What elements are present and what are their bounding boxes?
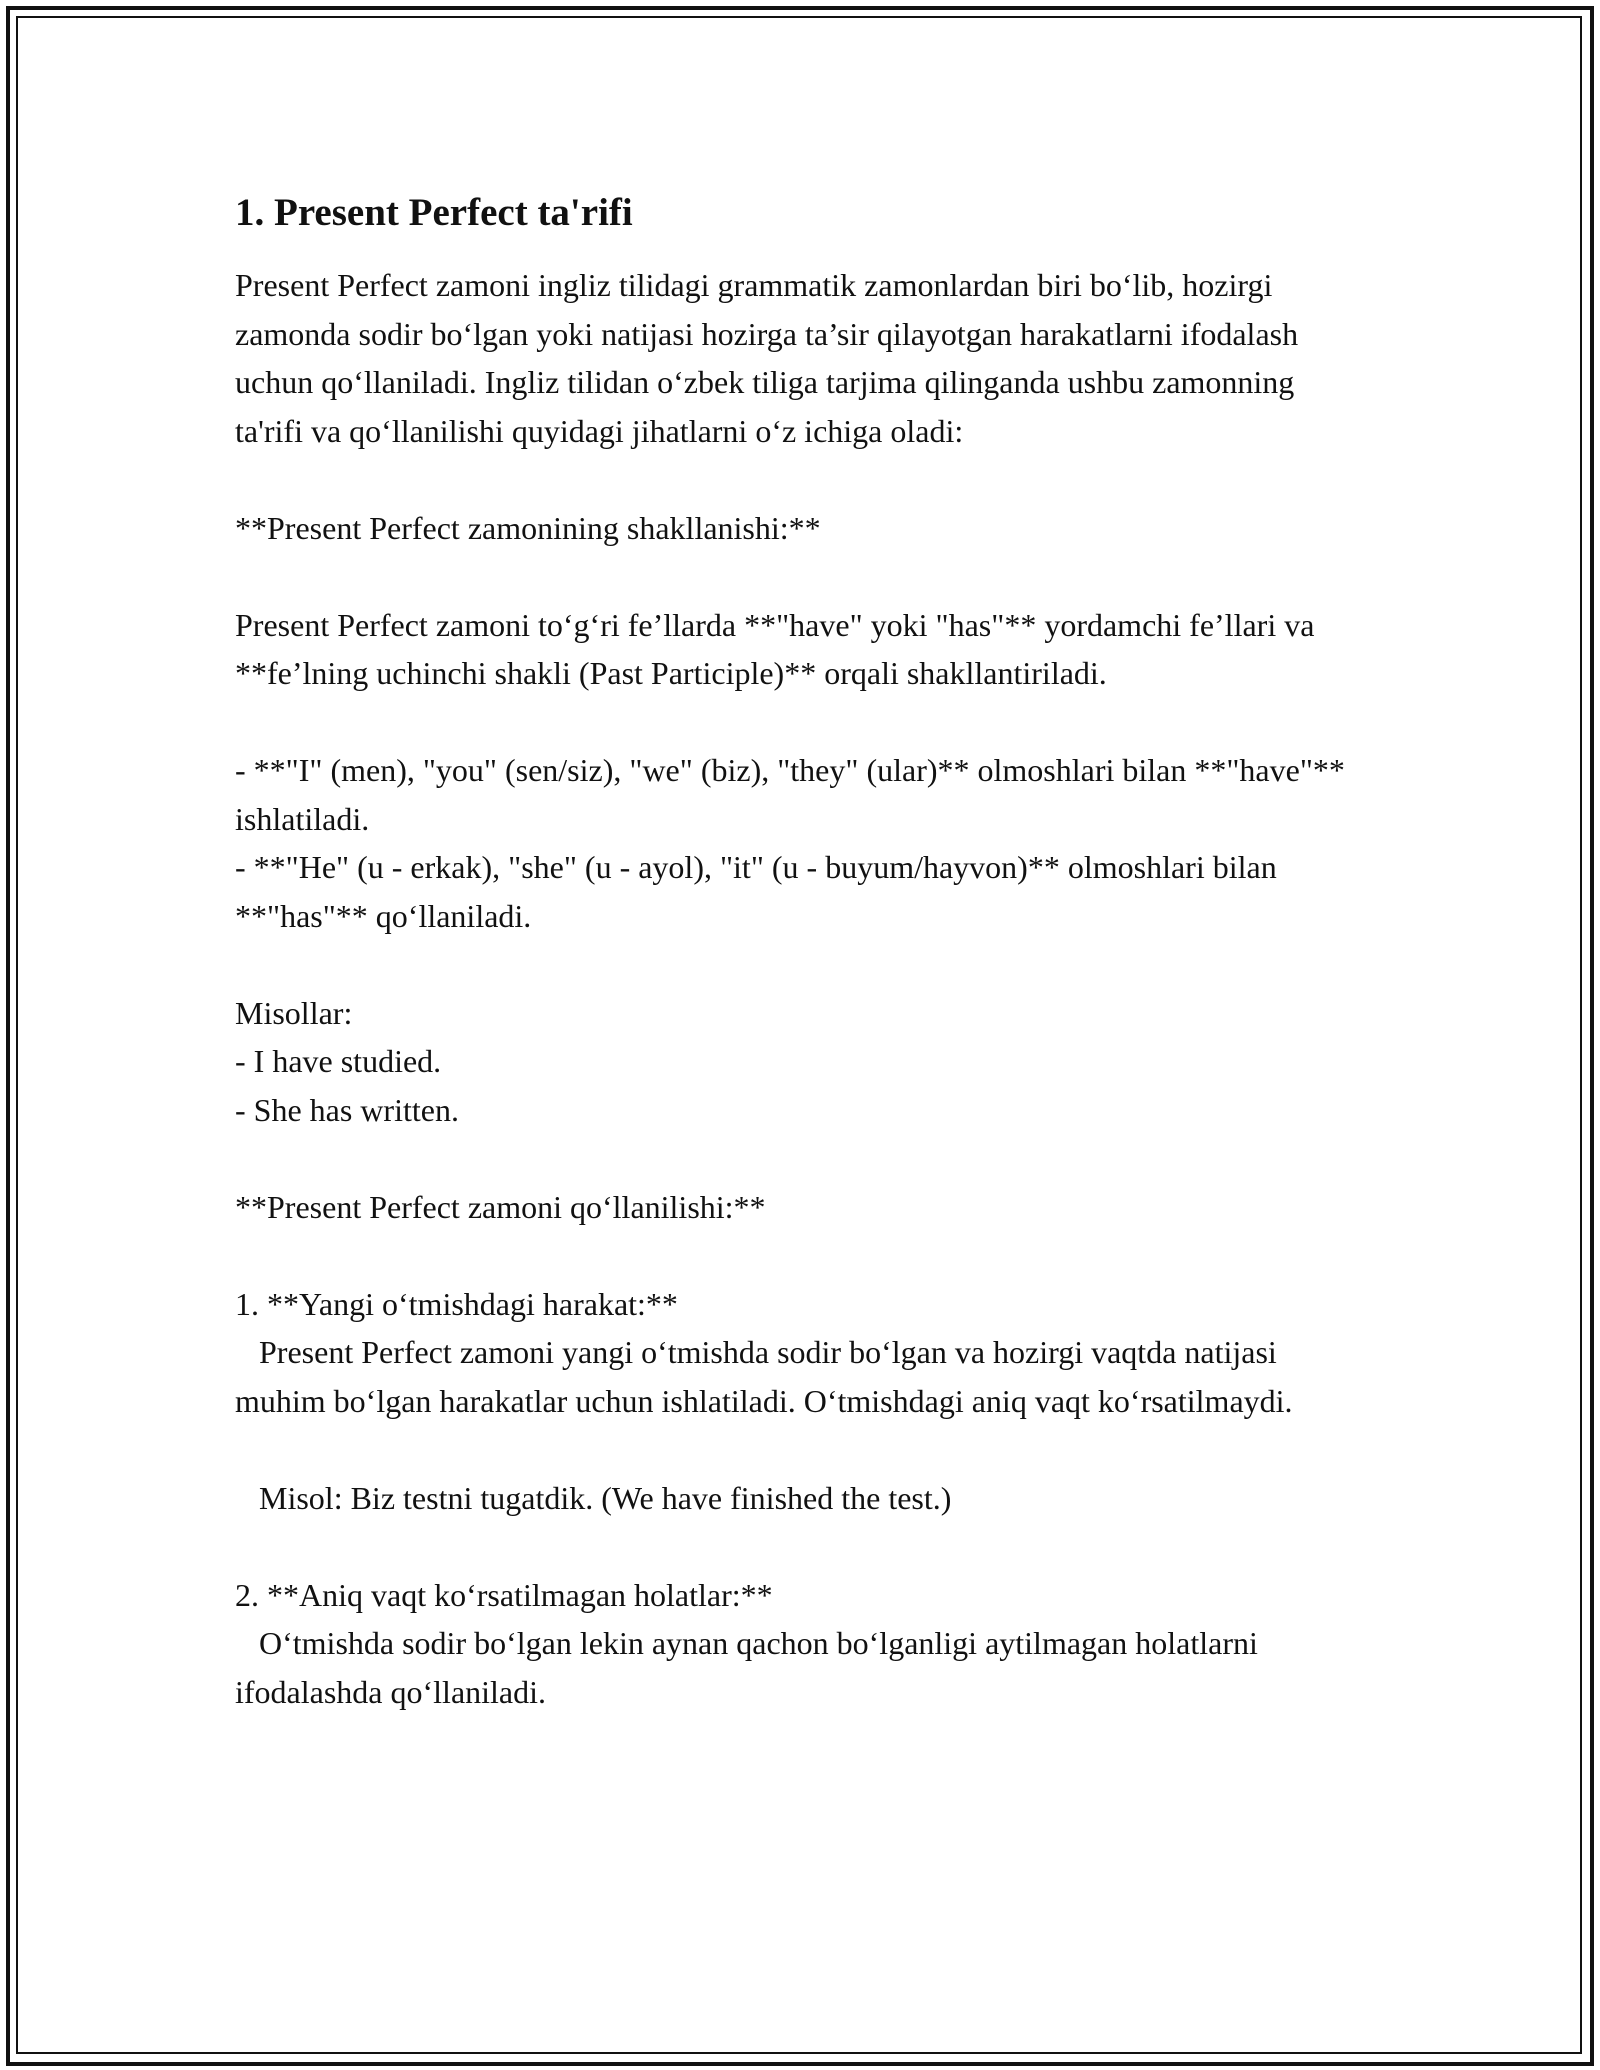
formation-paragraph: Present Perfect zamoni to‘g‘ri fe’llarda **"have" yoki "has"** yordamchi fe’llari va **fe’lning uchinchi shakli (Past Participle)** orqali shakllantiriladi. <box>235 606 1323 691</box>
intro-paragraph: Present Perfect zamoni ingliz tilidagi grammatik zamonlardan biri bo‘lib, hozirgi zamonda sodir bo‘lgan yoki natijasi hozirga ta’sir qilayotgan harakatlarni ifodalash uchun qo‘llaniladi. Ingliz tilidan o‘zbek tiliga tarjima qilinganda ushbu zamonning ta'rifi va qo‘llanilishi quyidagi jihatlarni o‘z ichiga oladi: <box>235 267 1307 449</box>
paragraph-gap <box>235 940 1365 989</box>
formation-heading: **Present Perfect zamonining shakllanishi:** <box>235 509 821 546</box>
usage-item-1-example: Misol: Biz testni tugatdik. (We have finished the test.) <box>235 1479 952 1516</box>
document-body <box>235 185 1365 1716</box>
paragraph-gap <box>235 1425 1365 1474</box>
section-heading: 1. Present Perfect ta'rifi <box>235 191 633 234</box>
paragraph-gap <box>235 1134 1365 1183</box>
paragraph-gap <box>235 552 1365 601</box>
examples-block: Misollar: - I have studied. - She has written. <box>235 994 459 1128</box>
paragraph-gap <box>235 698 1365 747</box>
usage-item-2: 2. **Aniq vaqt ko‘rsatilmagan holatlar:** O‘tmishda sodir bo‘lgan lekin aynan qachon bo‘lganligi aytilmagan holatlarni ifodalashda qo‘llaniladi. <box>235 1576 1258 1710</box>
paragraph-gap <box>235 455 1365 504</box>
usage-item-1: 1. **Yangi o‘tmishdagi harakat:** Present Perfect zamoni yangi o‘tmishda sodir bo‘lgan va hozirgi vaqtda natijasi muhim bo‘lgan harakatlar uchun ishlatiladi. O‘tmishdagi aniq vaqt ko‘rsatilmaydi. <box>235 1285 1293 1419</box>
pronoun-list: - **"I" (men), "you" (sen/siz), "we" (biz), "they" (ular)** olmoshlari bilan **"have"** ishlatiladi. - **"He" (u - erkak), "she" (u - ayol), "it" (u - buyum/hayvon)** olmoshlari bilan **"has"** qo‘llaniladi. <box>235 752 1345 934</box>
paragraph-gap <box>235 1231 1365 1280</box>
usage-heading: **Present Perfect zamoni qo‘llanilishi:** <box>235 1188 766 1225</box>
paragraph-gap <box>235 1522 1365 1571</box>
